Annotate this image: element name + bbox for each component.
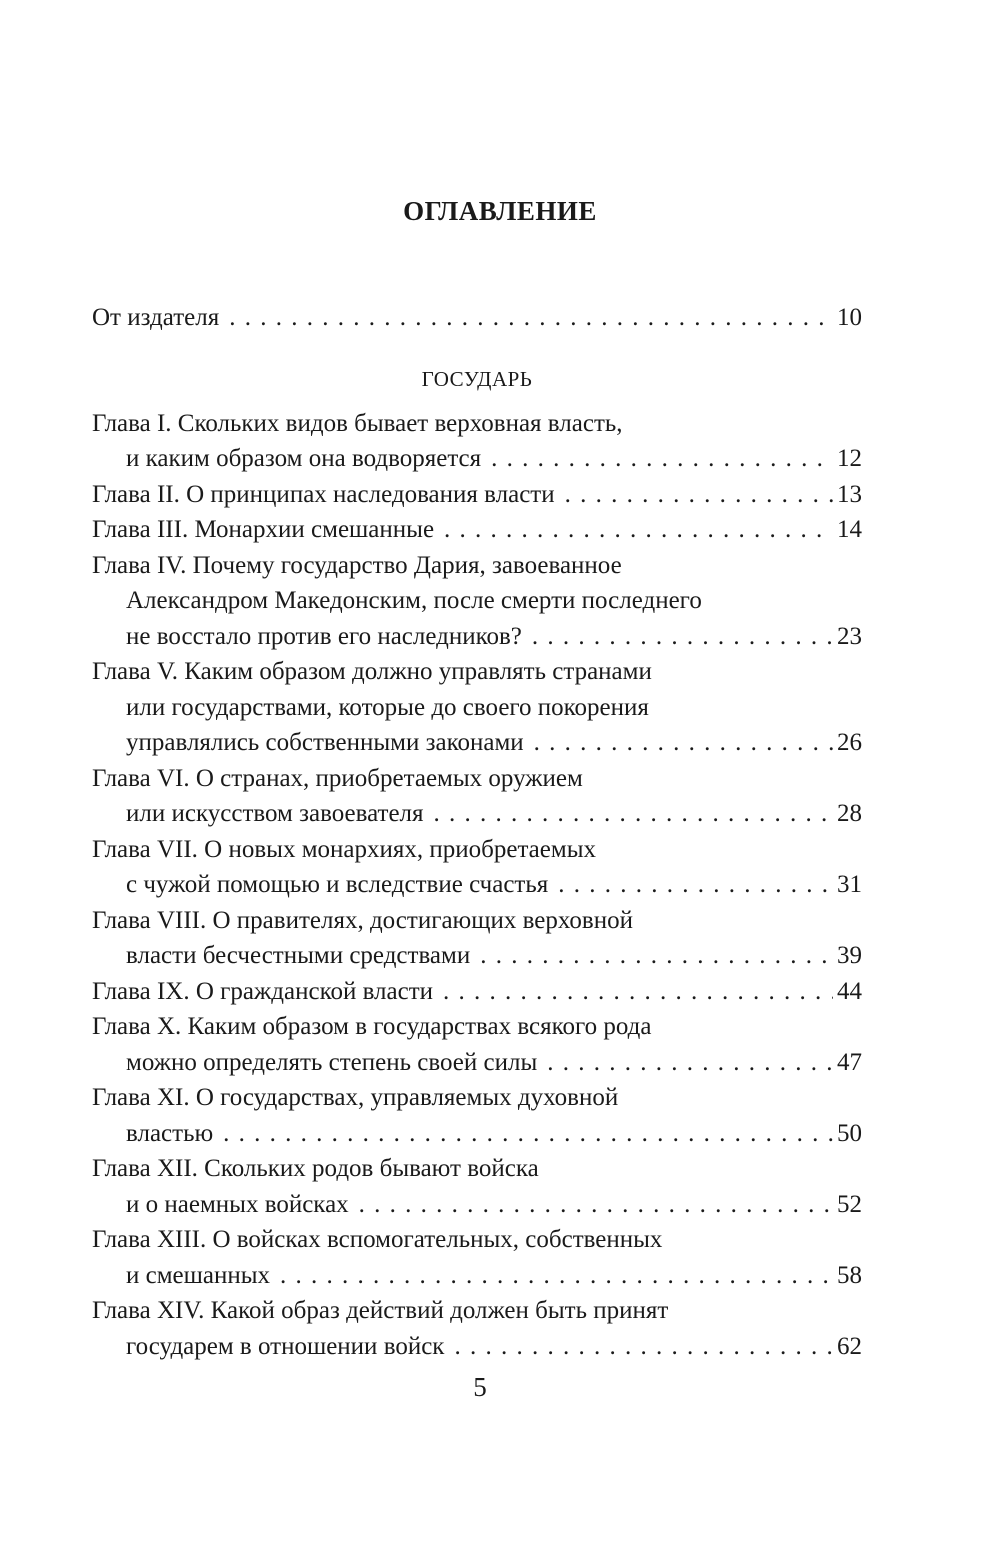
toc-page-number: 58 bbox=[837, 1261, 862, 1289]
toc-entry-continuation[interactable] bbox=[92, 583, 862, 619]
toc-page-number: 13 bbox=[837, 480, 862, 508]
toc-entry-title: От издателя bbox=[92, 304, 220, 331]
dot-leader bbox=[223, 1116, 833, 1152]
toc-entry-title: Глава XII. Скольких родов бывают войска bbox=[92, 1155, 539, 1182]
toc-entry-title: Глава X. Каким образом в государствах всякого рода bbox=[92, 1013, 652, 1040]
toc-entry-title: Глава V. Каким образом должно управлять странами bbox=[92, 658, 652, 685]
toc-page-number: 28 bbox=[837, 800, 862, 827]
chapter-list bbox=[92, 406, 862, 1365]
toc-entry[interactable] bbox=[92, 1293, 862, 1329]
toc-entry-intro[interactable] bbox=[92, 300, 862, 336]
toc-entry-title: или государствами, которые до своего покорения bbox=[126, 693, 649, 721]
dot-leader bbox=[491, 441, 833, 477]
toc-entry[interactable] bbox=[92, 406, 862, 442]
dot-leader bbox=[547, 1045, 833, 1081]
toc-page-number: 62 bbox=[837, 1332, 862, 1360]
dot-leader bbox=[229, 300, 833, 336]
toc-entry-continuation[interactable] bbox=[92, 1258, 862, 1294]
toc-entry-title: Глава XIV. Какой образ действий должен быть принят bbox=[92, 1297, 669, 1324]
toc-entry[interactable] bbox=[92, 1222, 862, 1258]
toc-entry-title: Глава XI. О государствах, управляемых духовной bbox=[92, 1084, 619, 1111]
toc-entry-title: Глава I. Скольких видов бывает верховная власть, bbox=[92, 409, 623, 437]
toc-entry[interactable] bbox=[92, 1009, 862, 1045]
toc-entry[interactable] bbox=[92, 477, 862, 513]
toc-page-number: 12 bbox=[837, 445, 862, 472]
toc-entry-continuation[interactable] bbox=[92, 619, 862, 655]
toc-entry-title: Глава VI. О странах, приобретаемых оружием bbox=[92, 764, 583, 792]
toc-entry-continuation[interactable] bbox=[92, 725, 862, 761]
dot-leader bbox=[280, 1258, 833, 1294]
dot-leader bbox=[359, 1187, 833, 1223]
dot-leader bbox=[434, 796, 833, 832]
dot-leader bbox=[534, 725, 833, 761]
toc-entry[interactable] bbox=[92, 654, 862, 690]
toc-entry-continuation[interactable] bbox=[92, 1045, 862, 1081]
toc-entry-continuation[interactable] bbox=[92, 867, 862, 903]
toc-entry[interactable] bbox=[92, 974, 862, 1010]
toc-entry[interactable] bbox=[92, 903, 862, 939]
toc-entry[interactable] bbox=[92, 1151, 862, 1187]
section-title: ГОСУДАРЬ bbox=[421, 366, 533, 391]
toc-page-number: 26 bbox=[837, 729, 862, 756]
page-title: ОГЛАВЛЕНИЕ bbox=[403, 196, 597, 226]
toc-page-number: 47 bbox=[837, 1048, 862, 1076]
toc-entry-title: не восстало против его наследников? bbox=[126, 622, 522, 650]
dot-leader bbox=[444, 512, 833, 548]
toc-entry[interactable] bbox=[92, 832, 862, 868]
toc-entry-continuation[interactable] bbox=[92, 1329, 862, 1365]
toc-page-number: 52 bbox=[837, 1190, 862, 1218]
toc-entry[interactable] bbox=[92, 761, 862, 797]
toc-entry-continuation[interactable] bbox=[92, 938, 862, 974]
toc-entry-title: и о наемных войсках bbox=[126, 1190, 349, 1218]
toc-page-number: 23 bbox=[837, 622, 862, 650]
toc-entry-title: Глава VIII. О правителях, достигающих верховной bbox=[92, 906, 633, 934]
table-of-contents bbox=[92, 300, 862, 1364]
toc-entry-title: Глава VII. О новых монархиях, приобретаемых bbox=[92, 835, 596, 863]
dot-leader bbox=[565, 477, 833, 513]
toc-entry-title: Глава II. О принципах наследования власти bbox=[92, 480, 555, 508]
toc-entry-title: и смешанных bbox=[126, 1261, 271, 1289]
dot-leader bbox=[558, 867, 833, 903]
toc-entry-continuation[interactable] bbox=[92, 690, 862, 726]
toc-entry-continuation[interactable] bbox=[92, 441, 862, 477]
dot-leader bbox=[532, 619, 833, 655]
toc-entry-title: или искусством завоевателя bbox=[126, 800, 424, 827]
toc-page-number: 50 bbox=[837, 1119, 862, 1147]
toc-entry-title: Глава XIII. О войсках вспомогательных, собственных bbox=[92, 1226, 663, 1253]
toc-page-number: 14 bbox=[837, 516, 862, 543]
toc-entry-title: Александром Македонским, после смерти последнего bbox=[126, 587, 702, 614]
toc-entry-title: властью bbox=[126, 1119, 214, 1147]
toc-entry-title: управлялись собственными законами bbox=[126, 729, 524, 756]
toc-entry-title: государем в отношении войск bbox=[126, 1332, 445, 1360]
section-heading bbox=[92, 336, 862, 406]
toc-entry-title: Глава IX. О гражданской власти bbox=[92, 977, 434, 1005]
dot-leader bbox=[480, 938, 833, 974]
toc-entry-continuation[interactable] bbox=[92, 1187, 862, 1223]
toc-entry-title: Глава III. Монархии смешанные bbox=[92, 516, 435, 543]
toc-page-number: 31 bbox=[837, 871, 862, 898]
toc-entry-title: можно определять степень своей силы bbox=[126, 1048, 538, 1076]
dot-leader bbox=[443, 974, 833, 1010]
toc-entry-title: власти бесчестными средствами bbox=[126, 942, 471, 969]
toc-entry[interactable] bbox=[92, 512, 862, 548]
toc-page-number: 10 bbox=[837, 304, 862, 331]
toc-entry[interactable] bbox=[92, 1080, 862, 1116]
page-number: 5 bbox=[473, 1372, 487, 1402]
toc-entry-title: с чужой помощью и вследствие счастья bbox=[126, 871, 549, 898]
toc-entry-continuation[interactable] bbox=[92, 796, 862, 832]
toc-entry[interactable] bbox=[92, 548, 862, 584]
toc-entry-continuation[interactable] bbox=[92, 1116, 862, 1152]
toc-page-number: 39 bbox=[837, 942, 862, 969]
toc-entry-title: и каким образом она водворяется bbox=[126, 445, 482, 472]
dot-leader bbox=[454, 1329, 833, 1365]
toc-page-number: 44 bbox=[837, 977, 862, 1005]
toc-entry-title: Глава IV. Почему государство Дария, завоеванное bbox=[92, 551, 622, 579]
